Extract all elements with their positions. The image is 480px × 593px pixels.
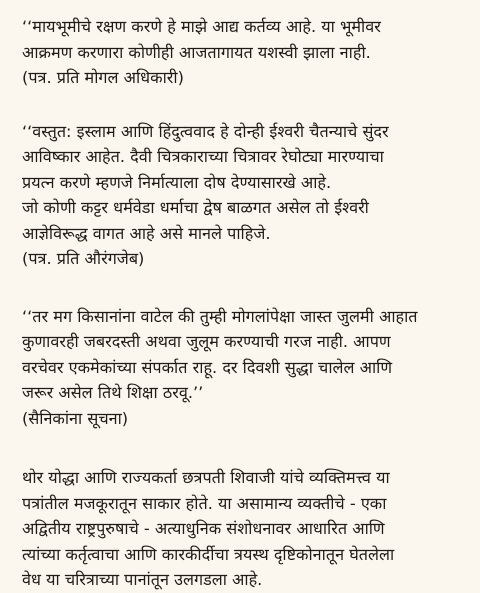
quote-1-line-2: आक्रमण करणारा कोणीही आजतागायत यशस्वी झाला नाही. <box>22 42 371 62</box>
summary-line-1: थोर योद्धा आणि राज्यकर्ता छत्रपती शिवाजी यांचे व्यक्तिमत्त्व या <box>22 468 390 487</box>
summary-paragraph <box>22 465 458 593</box>
quote-block-1 <box>22 14 458 91</box>
summary-line-4: त्यांच्या कर्तृत्वाचा आणि कारकीर्दीचा त्रयस्थ दृष्टिकोनातून घेतलेला <box>22 544 395 564</box>
quote-2-line-4: जो कोणी कट्टर धर्मवेडा धर्माचा द्वेष बाळगत असेल तो ईश्वरी <box>22 198 369 217</box>
summary-line-5: वेध या चरित्राच्या पानांतून उलगडला आहे. <box>22 570 263 589</box>
quote-2-line-5: आज्ञेविरूद्ध वागत आहे असे मानले पाहिजे. <box>22 223 271 243</box>
quote-1-line-1: ‘‘मायभूमीचे रक्षण करणे हे माझे आद्य कर्तव्य आहे. या भूमीवर <box>22 17 381 36</box>
quote-3-line-4: जरूर असेल तिथे शिक्षा ठरवू.’’ <box>22 383 204 402</box>
quote-2-line-2: आविष्कार आहेत. दैवी चित्रकाराच्या चित्रावर रेघोट्या मारण्याचा <box>22 147 384 166</box>
quote-3-attribution: (सैनिकांना सूचना) <box>22 408 129 428</box>
summary-line-2: पत्रांतील मजकूरातून साकार होते. या असामान्य व्यक्तीचे - एका <box>22 493 387 513</box>
quote-2-attribution: (पत्र. प्रति औरंगजेब) <box>22 249 145 268</box>
quote-2-line-1: ‘‘वस्तुत: इस्लाम आणि हिंदुत्ववाद हे दोन्ही ईश्वरी चैतन्याचे सुंदर <box>22 121 389 141</box>
summary-line-3: अद्वितीय राष्ट्रपुरुषाचे - अत्याधुनिक संशोधनावर आधारित आणि <box>22 519 385 538</box>
quote-block-2 <box>22 119 458 272</box>
quote-1-attribution: (पत्र. प्रति मोगल अधिकारी) <box>22 68 184 87</box>
quote-3-line-1: ‘‘तर मग किसानांना वाटेल की तुम्ही मोगलांपेक्षा जास्त जुलमी आहात <box>22 306 418 326</box>
quote-block-3 <box>22 304 458 432</box>
quote-3-line-2: कुणावरही जबरदस्ती अथवा जुलूम करण्याची गरज नाही. आपण <box>22 332 391 351</box>
quote-3-line-3: वरचेवर एकमेकांच्या संपर्कात राहू. दर दिवशी सुद्धा चालेल आणि <box>22 357 393 377</box>
quote-2-line-3: प्रयत्न करणे म्हणजे निर्मात्याला दोष देण्यासारखे आहे. <box>22 172 332 192</box>
